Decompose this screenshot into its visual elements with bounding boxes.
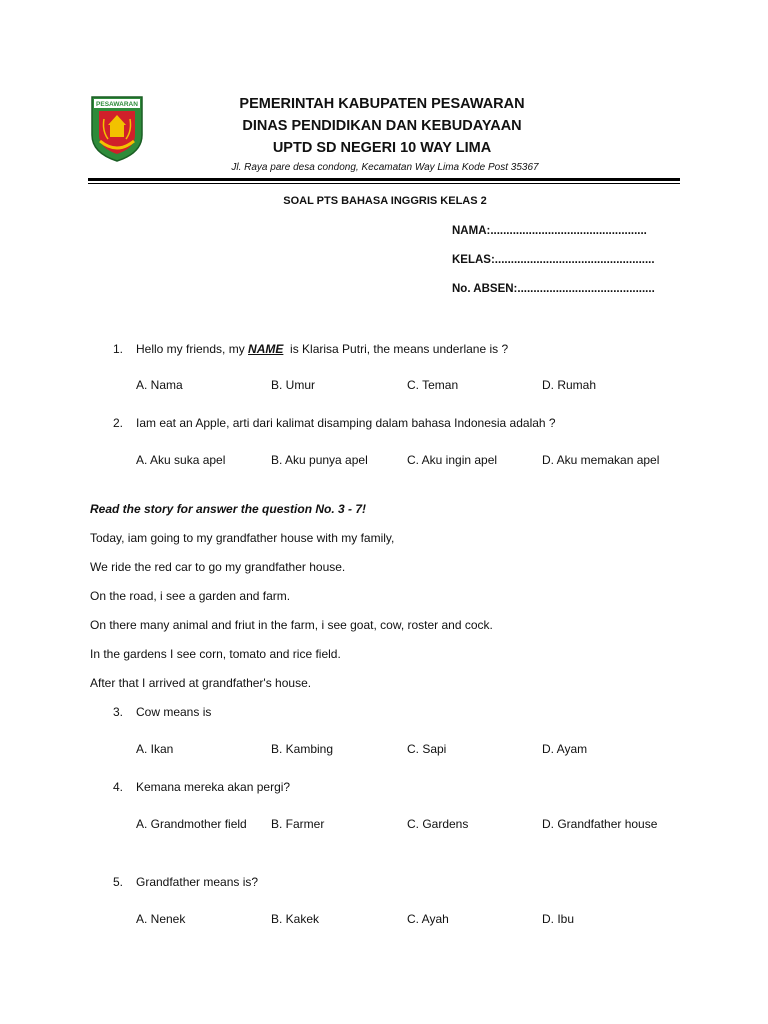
q4-option-a[interactable]: A. Grandmother field bbox=[136, 817, 247, 831]
question-text-post: is Klarisa Putri, the means underlane is ? bbox=[283, 342, 509, 356]
q2-option-d[interactable]: D. Aku memakan apel bbox=[542, 453, 660, 467]
attendance-number-field[interactable]: No. ABSEN:........................................... bbox=[452, 283, 655, 295]
q1-option-d[interactable]: D. Rumah bbox=[542, 378, 597, 392]
header-line-school: UPTD SD NEGERI 10 WAY LIMA bbox=[272, 140, 492, 156]
question-number: 3. bbox=[113, 705, 124, 719]
story-line: On the road, i see a garden and farm. bbox=[90, 589, 291, 603]
class-field[interactable]: KELAS:.................................................. bbox=[452, 254, 655, 266]
header-line-department: DINAS PENDIDIKAN DAN KEBUDAYAAN bbox=[242, 118, 522, 134]
header-divider-thin bbox=[88, 183, 680, 184]
question-text: Cow means is bbox=[136, 705, 212, 719]
q4-option-c[interactable]: C. Gardens bbox=[407, 817, 469, 831]
story-line: We ride the red car to go my grandfather house. bbox=[90, 560, 346, 574]
header-divider-thick bbox=[88, 178, 680, 181]
q5-option-c[interactable]: C. Ayah bbox=[407, 912, 449, 926]
q1-option-b[interactable]: B. Umur bbox=[271, 378, 316, 392]
q3-option-d[interactable]: D. Ayam bbox=[542, 742, 588, 756]
q1-option-a[interactable]: A. Nama bbox=[136, 378, 183, 392]
q1-option-c[interactable]: C. Teman bbox=[407, 378, 459, 392]
q5-option-b[interactable]: B. Kakek bbox=[271, 912, 320, 926]
header-line-government: PEMERINTAH KABUPATEN PESAWARAN bbox=[239, 96, 525, 112]
q3-option-c[interactable]: C. Sapi bbox=[407, 742, 447, 756]
emphasized-word: NAME bbox=[248, 342, 284, 356]
logo-label: PESAWARAN bbox=[96, 101, 138, 108]
q5-option-a[interactable]: A. Nenek bbox=[136, 912, 186, 926]
q3-option-b[interactable]: B. Kambing bbox=[271, 742, 334, 756]
question-text bbox=[136, 342, 508, 356]
name-field[interactable]: NAMA:................................................. bbox=[452, 225, 647, 237]
question-text: Grandfather means is? bbox=[136, 875, 259, 889]
question-text-pre: Hello my friends, my bbox=[136, 342, 249, 356]
q5-option-d[interactable]: D. Ibu bbox=[542, 912, 575, 926]
story-line: Today, iam going to my grandfather house with my family, bbox=[90, 531, 395, 545]
exam-title: SOAL PTS BAHASA INGGRIS KELAS 2 bbox=[283, 195, 487, 207]
question-text: Kemana mereka akan pergi? bbox=[136, 780, 291, 794]
question-number: 1. bbox=[113, 342, 124, 356]
story-line: In the gardens I see corn, tomato and rice field. bbox=[90, 647, 341, 661]
q2-option-c[interactable]: C. Aku ingin apel bbox=[407, 453, 498, 467]
question-number: 2. bbox=[113, 416, 124, 430]
q2-option-b[interactable]: B. Aku punya apel bbox=[271, 453, 368, 467]
question-text: Iam eat an Apple, arti dari kalimat disamping dalam bahasa Indonesia adalah ? bbox=[136, 416, 556, 430]
story-line: After that I arrived at grandfather's house. bbox=[90, 676, 312, 690]
school-address: Jl. Raya pare desa condong, Kecamatan Way Lima Kode Post 35367 bbox=[231, 162, 539, 173]
q4-option-b[interactable]: B. Farmer bbox=[271, 817, 325, 831]
story-line: On there many animal and friut in the farm, i see goat, cow, roster and cock. bbox=[90, 618, 493, 632]
q2-option-a[interactable]: A. Aku suka apel bbox=[136, 453, 226, 467]
question-number: 4. bbox=[113, 780, 124, 794]
question-number: 5. bbox=[113, 875, 124, 889]
story-instruction: Read the story for answer the question No. 3 - 7! bbox=[90, 502, 367, 516]
q3-option-a[interactable]: A. Ikan bbox=[136, 742, 174, 756]
pesawaran-emblem-icon bbox=[90, 95, 144, 163]
q4-option-d[interactable]: D. Grandfather house bbox=[542, 817, 658, 831]
